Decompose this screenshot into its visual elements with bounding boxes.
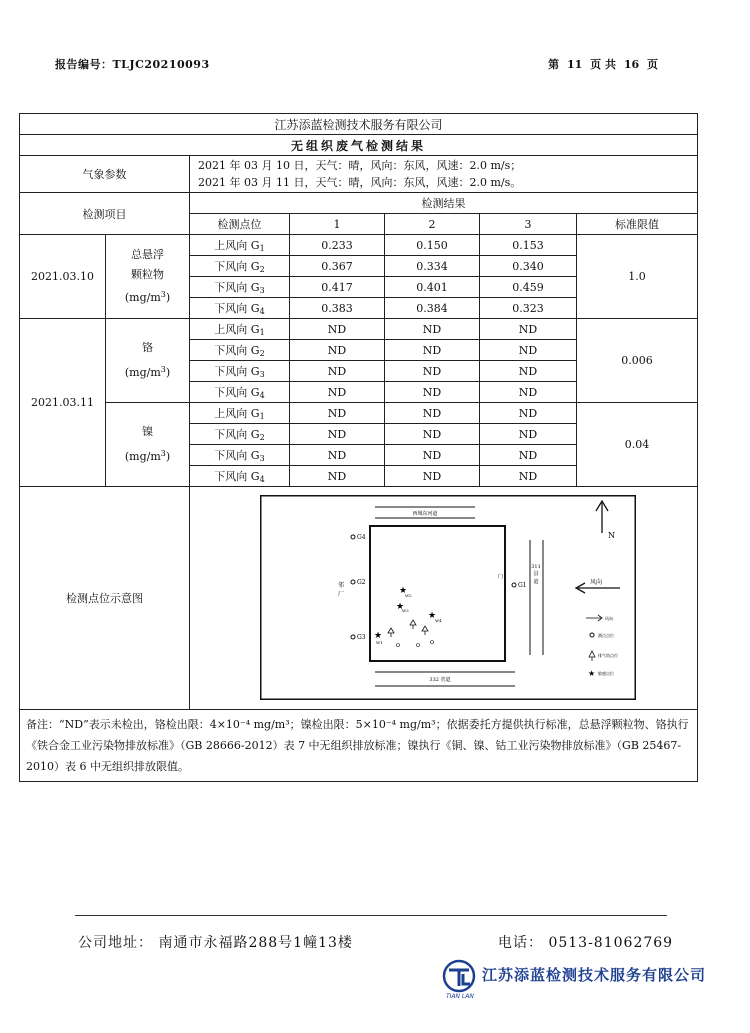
value-cell: ND [480, 445, 577, 466]
point-text: 上风向 G [214, 323, 260, 336]
point-label: 检测点位 [190, 214, 290, 235]
plant-boundary [370, 526, 505, 661]
weather-line-1: 2021 年 03 月 10 日，天气：晴，风向：东风，风速：2.0 m/s； [198, 159, 522, 172]
footer-company-name: 江苏添蓝检测技术服务有限公司 [482, 966, 707, 984]
date-cell: 2021.03.11 [20, 319, 106, 487]
point-sub: 2 [259, 349, 265, 358]
point-cell [190, 277, 290, 298]
point-sub: 4 [259, 391, 265, 400]
value-cell: ND [385, 319, 480, 340]
page-mid: 页 共 [590, 58, 616, 71]
footer-divider [75, 915, 667, 916]
item-cell-chromium [106, 319, 190, 403]
point-cell [190, 424, 290, 445]
col-header-1: 1 [290, 214, 385, 235]
value-cell: 0.417 [290, 277, 385, 298]
value-cell: 0.459 [480, 277, 577, 298]
point-cell [190, 445, 290, 466]
date-cell: 2021.03.10 [20, 235, 106, 319]
legend-wind-label: 风向 [605, 616, 613, 621]
point-text: 下风向 G [214, 260, 260, 273]
point-sub: 2 [259, 265, 265, 274]
point-sub: 3 [259, 454, 265, 463]
remarks: 备注：“ND”表示未检出，铬检出限：4×10⁻⁴ mg/m³；镍检出限：5×10⁻⁴ mg/m³；依据委托方提供执行标准，总悬浮颗粒物、铬执行《铁合金工业污染物排放标准》（GB 28666-2012）表 7 中无组织排放标准；镍执行《铜、镍、钴工业污染物排放标准》（GB 25467-2010）表 6 中无组织排放限值。 [20, 710, 698, 782]
right-road-number: 311 [531, 564, 541, 570]
value-cell: ND [385, 361, 480, 382]
report-number-label: 报告编号： [55, 58, 113, 71]
legend-sensitive-icon: ★ [588, 669, 596, 678]
limit-cell: 1.0 [577, 235, 698, 319]
value-cell: ND [480, 466, 577, 487]
logo-caption: TIAN LAN [446, 993, 474, 1000]
wind-label: 风向 [590, 579, 603, 586]
value-cell: 0.383 [290, 298, 385, 319]
w3-label: W3 [402, 608, 409, 613]
item-name-line1: 铬 [142, 341, 153, 354]
unit-base: (mg/m [124, 366, 161, 379]
value-cell: 0.323 [480, 298, 577, 319]
item-unit [106, 359, 189, 384]
value-cell: ND [290, 319, 385, 340]
unit-end: ) [165, 450, 171, 463]
right-road-char-a: 县 [533, 571, 539, 577]
value-cell: 0.153 [480, 235, 577, 256]
item-cell-nickel [106, 403, 190, 487]
w4-label: W4 [435, 618, 442, 623]
limit-label: 标准限值 [577, 214, 698, 235]
weather-params [190, 156, 698, 193]
legend-point-label: 测点点位 [598, 633, 614, 638]
value-cell: ND [290, 361, 385, 382]
point-cell [190, 466, 290, 487]
value-cell: 0.401 [385, 277, 480, 298]
item-label: 检测项目 [20, 193, 190, 235]
point-text: 下风向 G [214, 386, 260, 399]
point-text: 下风向 G [214, 365, 260, 378]
legend-point-icon [590, 633, 594, 637]
logo-mark [449, 970, 470, 986]
point-sub: 1 [259, 412, 265, 421]
point-dot [431, 641, 434, 644]
site-diagram-cell [190, 487, 698, 710]
value-cell: ND [480, 424, 577, 445]
point-cell [190, 256, 290, 277]
value-cell: ND [385, 403, 480, 424]
company-name: 江苏添蓝检测技术服务有限公司 [20, 114, 698, 135]
point-text: 下风向 G [214, 344, 260, 357]
point-sub: 4 [259, 475, 265, 484]
left-factory-char-b: 厂 [338, 591, 345, 598]
point-sub: 1 [259, 244, 265, 253]
door-label: 门 [498, 574, 504, 580]
point-sub: 3 [259, 286, 265, 295]
legend-sensitive-label: 敏感点位 [598, 671, 614, 676]
page-total: 16 [623, 58, 640, 71]
vent-arrow-icon [410, 620, 416, 629]
point-cell [190, 298, 290, 319]
value-cell: ND [385, 424, 480, 445]
unit-end: ) [165, 366, 171, 379]
value-cell: ND [480, 382, 577, 403]
value-cell: 0.233 [290, 235, 385, 256]
limit-cell: 0.006 [577, 319, 698, 403]
point-cell [190, 361, 290, 382]
point-cell [190, 319, 290, 340]
unit-sup: 3 [160, 449, 166, 458]
page-prefix: 第 [548, 58, 560, 71]
value-cell: ND [290, 382, 385, 403]
value-cell: ND [385, 382, 480, 403]
unit-sup: 3 [160, 290, 166, 299]
point-cell [190, 382, 290, 403]
left-factory-char-a: 邻 [338, 582, 345, 589]
unit-base: (mg/m [124, 450, 161, 463]
weather-label: 气象参数 [20, 156, 190, 193]
company-address: 公司地址： 南通市永福路288号1幢13楼 [78, 935, 353, 951]
top-road-label: 西城东河道 [412, 511, 438, 517]
point-text: 下风向 G [214, 302, 260, 315]
point-text: 下风向 G [214, 428, 260, 441]
vent-arrow-icon [388, 628, 394, 637]
point-text: 上风向 G [214, 239, 260, 252]
legend-vent-icon [589, 651, 595, 661]
point-sub: 2 [259, 433, 265, 442]
value-cell: 0.367 [290, 256, 385, 277]
w2-label: W2 [405, 593, 412, 598]
weather-line-2: 2021 年 03 月 11 日，天气：晴，风向：东风，风速：2.0 m/s。 [198, 176, 522, 189]
point-cell [190, 340, 290, 361]
report-number-value: TLJC20210093 [112, 58, 210, 71]
value-cell: ND [290, 403, 385, 424]
point-cell [190, 235, 290, 256]
report-number [55, 56, 210, 72]
sensitive-star-icon: ★ [396, 602, 405, 612]
item-name-line1: 镍 [142, 425, 153, 438]
value-cell: ND [290, 340, 385, 361]
point-dot [417, 644, 420, 647]
table-title: 无组织废气检测结果 [20, 135, 698, 156]
g1-label: G1 [518, 582, 527, 589]
point-sub: 4 [259, 307, 265, 316]
point-text: 下风向 G [214, 449, 260, 462]
unit-sup: 3 [160, 365, 166, 374]
value-cell: 0.334 [385, 256, 480, 277]
g2-label: G2 [357, 579, 366, 586]
item-name-line2: 颗粒物 [131, 268, 164, 281]
point-text: 上风向 G [214, 407, 260, 420]
value-cell: ND [290, 466, 385, 487]
item-unit [106, 285, 189, 308]
limit-cell: 0.04 [577, 403, 698, 487]
company-phone: 电话： 0513-81062769 [498, 935, 674, 951]
value-cell: ND [480, 319, 577, 340]
point-text: 下风向 G [214, 470, 260, 483]
sensitive-star-icon: ★ [428, 611, 437, 621]
north-label: N [608, 531, 615, 540]
g1-marker [512, 583, 516, 587]
col-header-2: 2 [385, 214, 480, 235]
results-table [19, 113, 698, 782]
result-label: 检测结果 [190, 193, 698, 214]
value-cell: ND [385, 340, 480, 361]
site-map [260, 495, 636, 700]
g3-label: G3 [357, 634, 366, 641]
point-text: 下风向 G [214, 281, 260, 294]
item-name-line1: 总悬浮 [131, 248, 164, 261]
w1-label: W1 [376, 640, 383, 645]
value-cell: 0.150 [385, 235, 480, 256]
value-cell: ND [480, 361, 577, 382]
point-sub: 1 [259, 328, 265, 337]
g3-marker [351, 635, 355, 639]
g4-marker [351, 535, 355, 539]
page-suffix: 页 [647, 58, 658, 71]
vent-arrow-icon [422, 626, 428, 635]
unit-end: ) [165, 291, 171, 304]
legend-vent-label: 排气筒点位 [598, 653, 618, 658]
diagram-label: 检测点位示意图 [20, 487, 190, 710]
value-cell: ND [385, 466, 480, 487]
right-road-char-b: 道 [533, 579, 539, 585]
value-cell: ND [290, 424, 385, 445]
bottom-road-label: 332 省道 [429, 677, 451, 683]
unit-base: (mg/m [124, 291, 161, 304]
value-cell: ND [480, 403, 577, 424]
col-header-3: 3 [480, 214, 577, 235]
page-indicator [544, 56, 658, 72]
site-diagram [190, 487, 697, 709]
value-cell: 0.340 [480, 256, 577, 277]
value-cell: ND [480, 340, 577, 361]
g2-marker [351, 580, 355, 584]
point-cell [190, 403, 290, 424]
item-unit [106, 443, 189, 468]
value-cell: ND [290, 445, 385, 466]
item-cell-tsp [106, 235, 190, 319]
page-number: 11 [567, 58, 583, 71]
sensitive-star-icon: ★ [374, 631, 383, 641]
sensitive-star-icon: ★ [399, 586, 408, 596]
value-cell: 0.384 [385, 298, 480, 319]
g4-label: G4 [357, 534, 366, 541]
value-cell: ND [385, 445, 480, 466]
point-dot [397, 644, 400, 647]
point-sub: 3 [259, 370, 265, 379]
